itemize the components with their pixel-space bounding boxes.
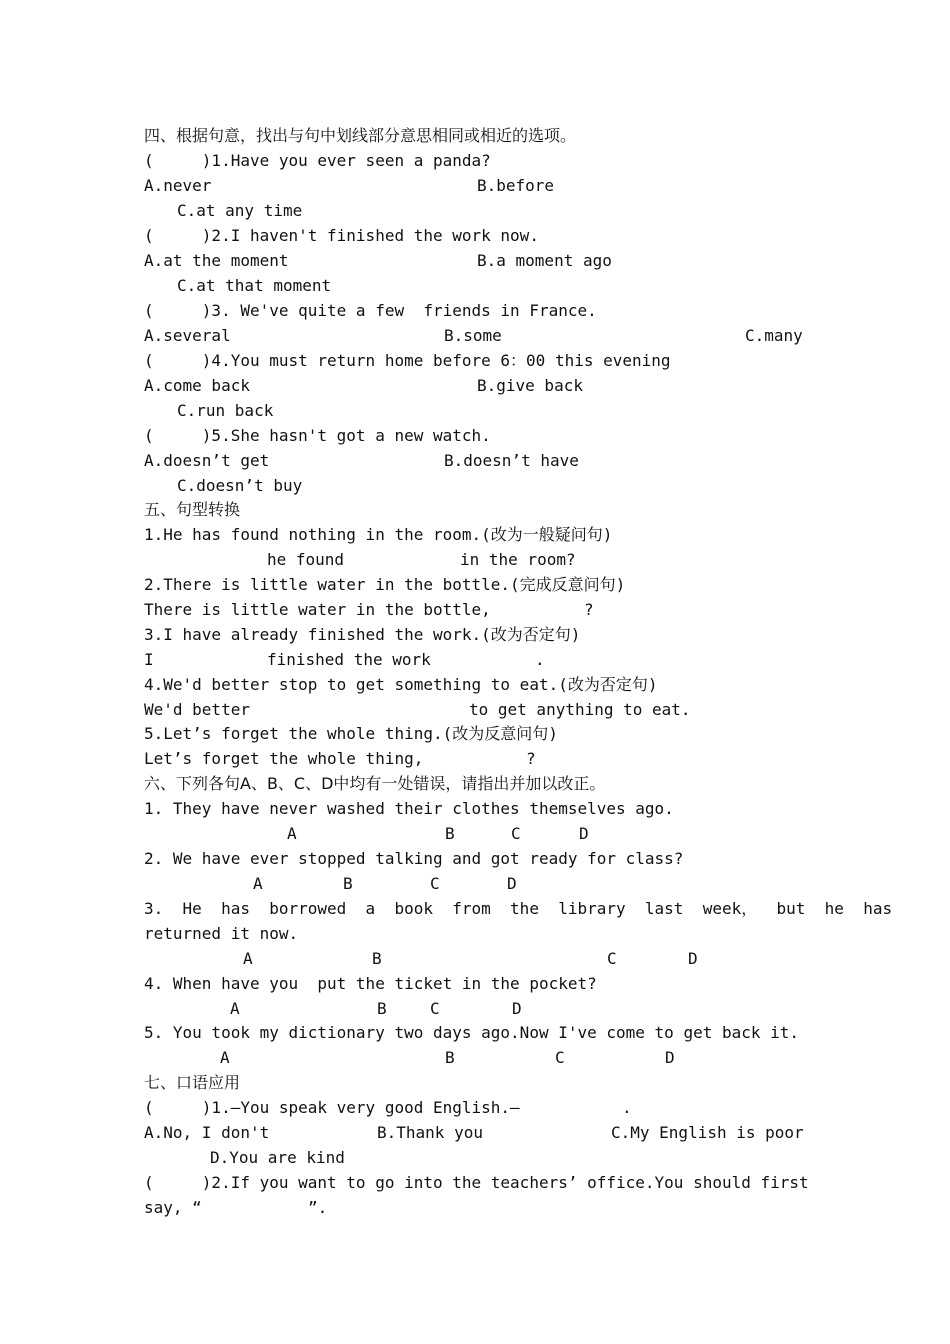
error-marker: A: [230, 999, 240, 1018]
transform-answer: I: [144, 650, 154, 669]
error-marker: A: [243, 949, 253, 968]
transform-question: 4.We'd better stop to get something to eat.(改为否定句): [144, 675, 658, 694]
error-sentence: 3. He has borrowed a book from the library last week， but he has: [144, 899, 893, 918]
option-a: A.come back: [144, 376, 250, 395]
transform-question: 1.He has found nothing in the room.(改为一般疑问句): [144, 525, 613, 544]
option-d: D.You are kind: [210, 1148, 345, 1167]
question-stem: ( )2.I haven't finished the work now.: [144, 226, 539, 245]
option-c: C.many: [745, 326, 803, 345]
transform-answer: .: [535, 650, 545, 669]
error-marker: C: [430, 874, 440, 893]
option-a: A.never: [144, 176, 212, 195]
question-stem: ( )5.She hasn't got a new watch.: [144, 426, 491, 445]
transform-answer: ?: [584, 600, 594, 619]
error-marker: D: [512, 999, 522, 1018]
error-marker: C: [607, 949, 617, 968]
dialogue-question-end: .: [622, 1098, 632, 1117]
option-b: B.give back: [477, 376, 583, 395]
error-marker: A: [253, 874, 263, 893]
transform-question: 3.I have already finished the work.(改为否定句): [144, 625, 581, 644]
error-marker: D: [665, 1048, 675, 1067]
dialogue-question-end: ”.: [308, 1198, 328, 1217]
option-a: A.at the moment: [144, 251, 289, 270]
option-c: C.doesn’t buy: [177, 476, 303, 495]
error-marker: A: [287, 824, 297, 843]
transform-answer: Let’s forget the whole thing,: [144, 749, 424, 768]
option-b: B.doesn’t have: [444, 451, 579, 470]
error-marker: C: [555, 1048, 565, 1067]
error-marker: B: [343, 874, 353, 893]
error-sentence: 4. When have you put the ticket in the pocket?: [144, 974, 597, 993]
transform-question: 2.There is little water in the bottle.(完成反意问句): [144, 575, 626, 594]
option-b: B.Thank you: [377, 1123, 483, 1142]
option-b: B.some: [444, 326, 502, 345]
dialogue-question: ( )1.—You speak very good English.—: [144, 1098, 520, 1117]
transform-question: 5.Let’s forget the whole thing.(改为反意问句): [144, 724, 558, 743]
option-c: C.My English is poor: [611, 1123, 804, 1142]
transform-answer: in the room?: [460, 550, 576, 569]
error-marker: C: [430, 999, 440, 1018]
dialogue-question-continued: say, “: [144, 1198, 202, 1217]
transform-answer: to get anything to eat.: [469, 700, 691, 719]
section-4-title: 四、根据句意，找出与句中划线部分意思相同或相近的选项。: [144, 126, 577, 145]
transform-answer: ?: [526, 749, 536, 768]
option-a: A.several: [144, 326, 231, 345]
error-sentence: 2. We have ever stopped talking and got ready for class?: [144, 849, 684, 868]
error-marker: B: [445, 1048, 455, 1067]
option-a: A.No, I don't: [144, 1123, 270, 1142]
question-stem: ( )4.You must return home before 6：00 this evening: [144, 351, 671, 370]
transform-answer: he found: [267, 550, 345, 569]
error-marker: B: [445, 824, 455, 843]
error-marker: B: [377, 999, 387, 1018]
transform-answer: finished the work: [267, 650, 431, 669]
question-stem: ( )1.Have you ever seen a panda?: [144, 151, 491, 170]
error-sentence: 5. You took my dictionary two days ago.Now I've come to get back it.: [144, 1023, 800, 1042]
error-marker: D: [579, 824, 589, 843]
section-7-title: 七、口语应用: [144, 1073, 241, 1092]
option-b: B.a moment ago: [477, 251, 612, 270]
error-marker: A: [220, 1048, 230, 1067]
error-sentence: 1. They have never washed their clothes themselves ago.: [144, 799, 674, 818]
question-stem: ( )3. We've quite a few friends in France.: [144, 301, 597, 320]
option-c: C.run back: [177, 401, 274, 420]
error-marker: D: [688, 949, 698, 968]
transform-answer: We'd better: [144, 700, 250, 719]
section-5-title: 五、句型转换: [144, 500, 241, 519]
option-c: C.at that moment: [177, 276, 332, 295]
dialogue-question: ( )2.If you want to go into the teachers’ office.You should first: [144, 1173, 809, 1192]
error-marker: C: [511, 824, 521, 843]
option-a: A.doesn’t get: [144, 451, 270, 470]
error-marker: D: [507, 874, 517, 893]
error-sentence-continued: returned it now.: [144, 924, 299, 943]
section-6-title: 六、下列各句A、B、C、D中均有一处错误，请指出并加以改正。: [144, 774, 606, 793]
transform-answer: There is little water in the bottle,: [144, 600, 491, 619]
error-marker: B: [372, 949, 382, 968]
option-b: B.before: [477, 176, 555, 195]
option-c: C.at any time: [177, 201, 303, 220]
